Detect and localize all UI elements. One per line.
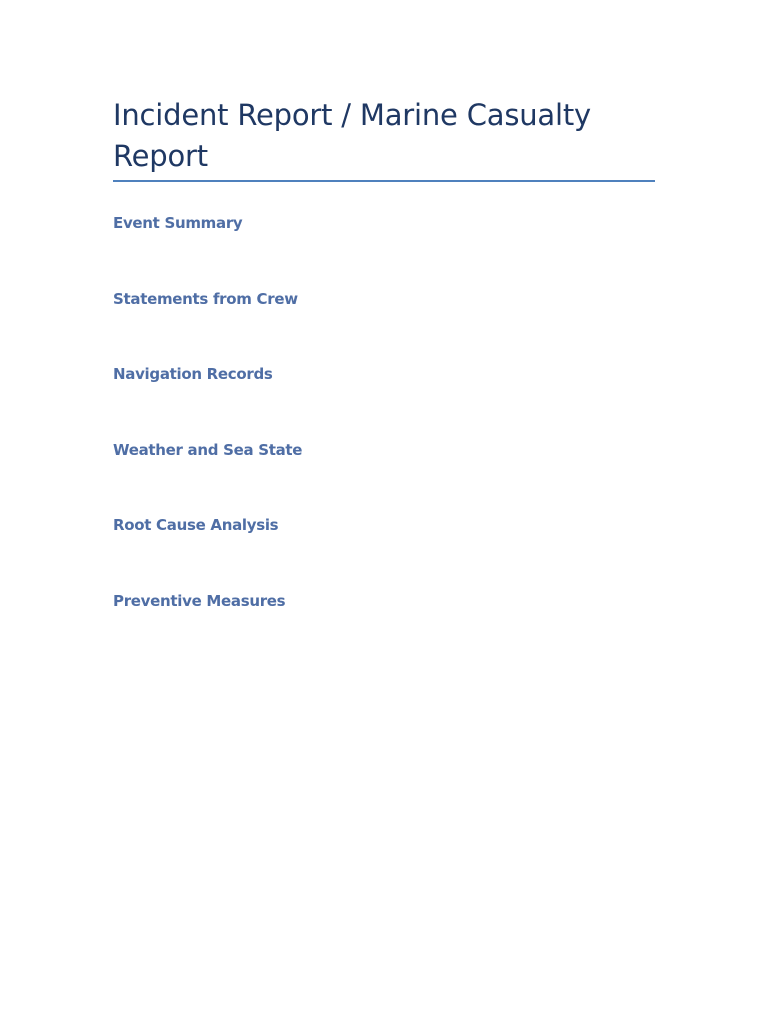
section-heading-root-cause-analysis: Root Cause Analysis: [113, 516, 279, 535]
section-heading-event-summary: Event Summary: [113, 214, 243, 232]
section-heading-navigation-records: Navigation Records: [113, 365, 273, 384]
document-title: Incident Report / Marine Casualty Report: [113, 98, 591, 173]
section-heading-weather-and-sea-state: Weather and Sea State: [113, 440, 303, 459]
section-heading-statements-from-crew: Statements from Crew: [113, 289, 298, 308]
section-heading-preventive-measures: Preventive Measures: [113, 591, 286, 610]
title-underline-rule: [113, 180, 655, 182]
section-list: [113, 213, 302, 667]
